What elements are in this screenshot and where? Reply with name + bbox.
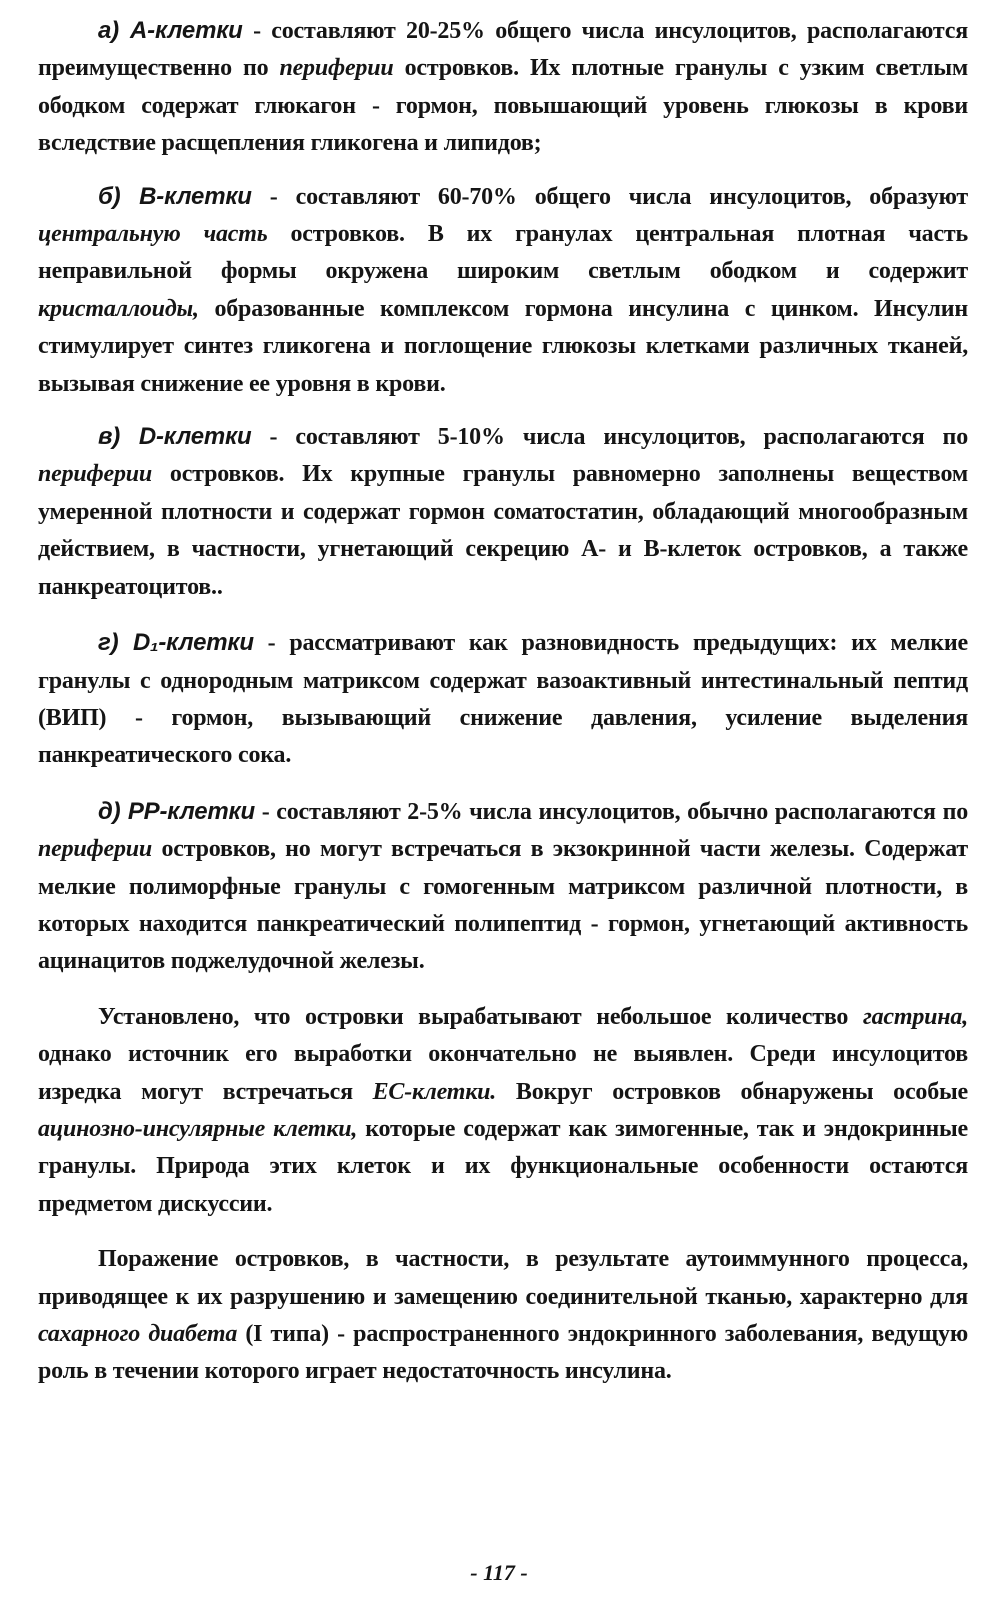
paragraph-d1-cells	[38, 624, 968, 775]
emphasis: кристаллоиды,	[38, 295, 199, 322]
text: однако источник его выработки окончательно не выявлен. Среди инсулоцитов изредка могут встречаться	[38, 1041, 968, 1105]
text: - гормон, повышающий уровень глюкозы в крови вследствие расщепления гликогена и липидов;	[38, 92, 968, 157]
paragraph-diabetes	[38, 1241, 968, 1391]
text: - гормон, угнетающий активность ацинацитов поджелудочной железы.	[38, 910, 968, 975]
hormone-name: панкреатический полипептид	[256, 910, 582, 937]
emphasis: периферии	[38, 461, 153, 488]
text: - составляют 20-25% общего числа инсулоцитов, располагаются преимущественно по	[38, 18, 968, 82]
hormone-name: инсулина	[628, 295, 730, 322]
emphasis: периферии	[279, 55, 394, 82]
paragraph-a-cells	[38, 12, 968, 163]
hormone-name: соматостатин,	[493, 498, 644, 525]
term-a-cells: а) А-клетки	[98, 17, 243, 44]
text: островков. В их гранулах центральная плотная часть неправильной формы окружена широким светлым ободком и содержит	[38, 221, 969, 285]
text: с цинком. Инсулин стимулирует синтез гликогена и поглощение глюкозы клетками различных тканей, вызывая снижение ее уровня в крови.	[38, 295, 969, 397]
emphasis: ЕС-клетки.	[372, 1078, 497, 1105]
text: образованные комплексом гормона	[198, 295, 629, 322]
emphasis: периферии	[38, 836, 153, 863]
text: - гормон, вызывающий снижение давления, усиление выделения панкреатического сока.	[38, 704, 968, 769]
term-b-cells: б) В-клетки	[98, 182, 252, 210]
paragraph-d-cells	[38, 418, 968, 606]
term-d-cells: в) D-клетки	[98, 423, 252, 451]
text: - составляют 5-10% числа инсулоцитов, располагаются по	[251, 424, 968, 451]
text: - составляют 2-5% числа инсулоцитов, обычно располагаются по	[254, 798, 968, 825]
page-number: - 117 -	[470, 1560, 528, 1585]
paragraph-gastrin	[38, 999, 968, 1223]
text: Вокруг островков обнаружены особые	[496, 1078, 968, 1105]
paragraph-b-cells	[38, 178, 968, 403]
hormone-name: глюкагон	[254, 92, 356, 119]
text: Установлено, что островки вырабатывают небольшое количество	[98, 1003, 863, 1030]
text: (I типа) - распространенного эндокринного заболевания, ведущую роль в течении которого играет недостаточность инсулина.	[38, 1321, 968, 1385]
emphasis: гастрина,	[862, 1003, 968, 1030]
paragraph-pp-cells	[38, 793, 968, 981]
text: островков. Их крупные гранулы равномерно заполнены веществом умеренной плотности и содержат гормон	[38, 461, 968, 525]
text: которые содержат как зимогенные, так и эндокринные гранулы. Природа этих клеток и их функциональные особенности остаются предметом дискуссии.	[38, 1115, 968, 1217]
text: обладающий многообразным действием, в частности, угнетающий секрецию А- и В-клеток островков, а также панкреатоцитов..	[38, 498, 968, 600]
hormone-name: вазоактивный интестинальный пептид (ВИП)	[38, 667, 968, 731]
text: Поражение островков, в частности, в результате аутоиммунного процесса, приводящее к их разрушению и замещению соединительной тканью, характерно для	[38, 1246, 968, 1310]
term-pp-cells: д) РР-клетки	[98, 797, 255, 825]
term-d1-cells: г) D₁-клетки	[98, 629, 254, 657]
text: - составляют 60-70% общего числа инсулоцитов, образуют	[251, 183, 968, 210]
text: островков, но могут встречаться в экзокринной части железы. Содержат мелкие полиморфные гранулы с гомогенным матриксом различной плотности, в которых находится	[38, 836, 968, 937]
emphasis: сахарного диабета	[38, 1321, 238, 1347]
text: островков. Их плотные гранулы с узким светлым ободком содержат	[38, 55, 969, 119]
text: - рассматривают как разновидность предыдущих: их мелкие гранулы с однородным матриксом содержат	[38, 630, 968, 694]
emphasis: центральную часть	[38, 221, 268, 248]
emphasis: ацинозно-инсулярные клетки,	[38, 1115, 358, 1142]
page-body	[38, 12, 968, 1391]
